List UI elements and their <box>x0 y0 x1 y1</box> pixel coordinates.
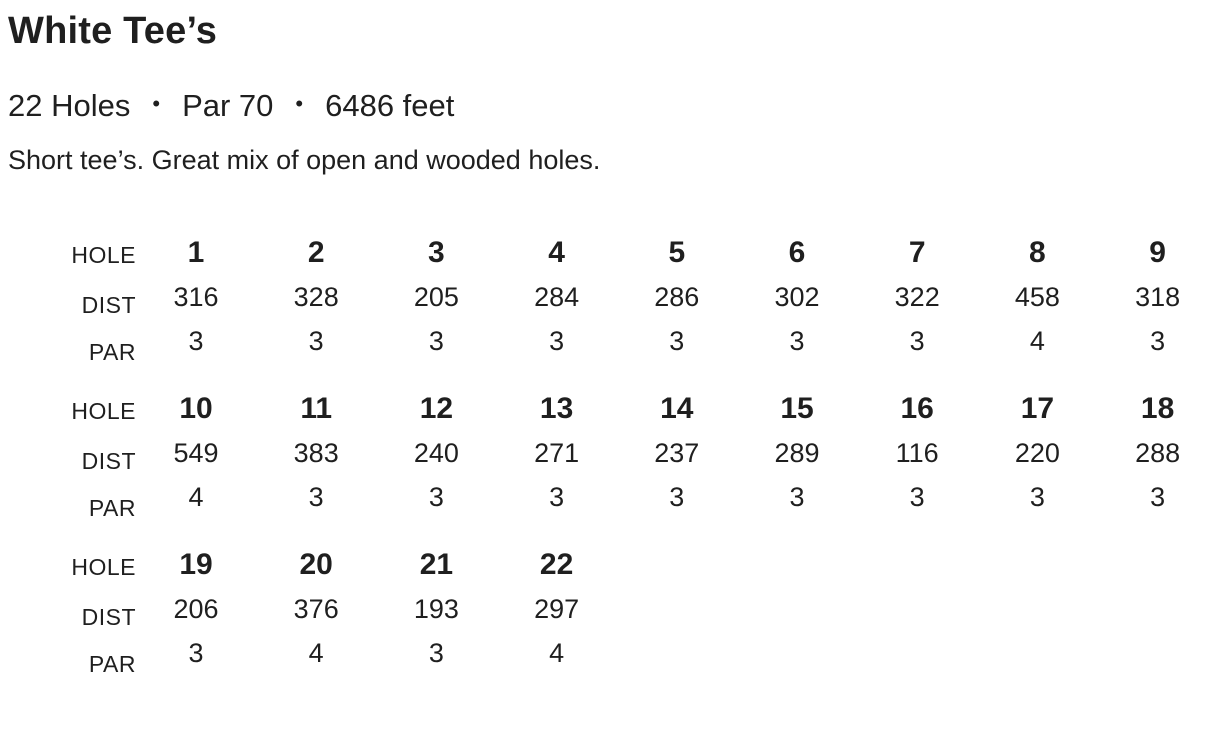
hole-distance: 240 <box>413 438 459 468</box>
hole-distance: 206 <box>173 594 219 624</box>
hole-number: 4 <box>548 236 565 269</box>
hole-distance: 302 <box>774 282 820 312</box>
course-description: Short tee’s. Great mix of open and wooded holes. <box>8 145 601 175</box>
hole-distance: 289 <box>774 438 820 468</box>
hole-par: 3 <box>1150 482 1166 512</box>
hole-number: 21 <box>419 548 454 581</box>
hole-par: 3 <box>188 638 204 668</box>
hole-distance: 205 <box>413 282 459 312</box>
hole-number: 3 <box>428 236 445 269</box>
hole-number: 14 <box>660 392 694 425</box>
hole-par: 3 <box>669 326 685 356</box>
hole-par: 4 <box>308 638 324 668</box>
hole-row-label: HOLE <box>71 398 136 424</box>
hole-distance: 193 <box>413 594 459 624</box>
hole-par: 3 <box>428 326 444 356</box>
hole-row-label: HOLE <box>71 242 136 268</box>
dist-row-label: DIST <box>81 604 136 630</box>
hole-number: 15 <box>780 392 814 425</box>
hole-par: 3 <box>1029 482 1045 512</box>
par-row-label: PAR <box>88 651 136 677</box>
hole-distance: 284 <box>534 282 580 312</box>
hole-par: 3 <box>669 482 685 512</box>
par-row-label: PAR <box>88 339 136 365</box>
hole-number: 10 <box>179 392 213 425</box>
hole-distance: 297 <box>534 594 580 624</box>
hole-number: 16 <box>900 392 934 425</box>
hole-distance: 220 <box>1014 438 1060 468</box>
hole-number: 19 <box>179 548 213 581</box>
hole-number: 1 <box>187 236 205 269</box>
hole-par: 3 <box>549 326 565 356</box>
hole-number: 22 <box>539 548 574 581</box>
hole-distance: 549 <box>173 438 219 468</box>
hole-distance: 288 <box>1135 438 1181 468</box>
hole-par: 4 <box>1029 326 1045 356</box>
hole-number: 18 <box>1140 392 1175 425</box>
hole-distance: 458 <box>1014 282 1060 312</box>
hole-distance: 328 <box>293 282 339 312</box>
hole-row-label: HOLE <box>71 554 136 580</box>
course-stats <box>8 88 454 124</box>
hole-number: 6 <box>788 236 806 269</box>
hole-number: 5 <box>668 236 686 269</box>
separator-dot: • <box>152 91 161 116</box>
total-distance: 6486 feet <box>325 88 455 123</box>
hole-number: 20 <box>299 548 333 581</box>
hole-number: 2 <box>307 236 325 269</box>
par-row-label: PAR <box>88 495 136 521</box>
hole-par: 3 <box>549 482 565 512</box>
holes-count: 22 Holes <box>8 88 131 123</box>
hole-par: 4 <box>549 638 565 668</box>
hole-distance: 322 <box>894 282 940 312</box>
hole-par: 3 <box>1150 326 1166 356</box>
hole-par: 3 <box>909 482 925 512</box>
hole-par: 3 <box>188 326 204 356</box>
hole-par: 3 <box>789 326 805 356</box>
hole-distance: 316 <box>173 282 219 312</box>
hole-number: 7 <box>908 236 926 269</box>
hole-distance: 237 <box>654 438 700 468</box>
hole-par: 3 <box>428 482 444 512</box>
hole-distance: 271 <box>534 438 580 468</box>
hole-number: 12 <box>419 392 454 425</box>
hole-par: 3 <box>308 482 324 512</box>
separator-dot: • <box>295 91 304 116</box>
hole-distance: 116 <box>895 438 939 468</box>
dist-row-label: DIST <box>81 292 136 318</box>
hole-par: 3 <box>789 482 805 512</box>
hole-number: 11 <box>300 392 333 425</box>
hole-distance: 383 <box>293 438 339 468</box>
hole-number: 17 <box>1020 392 1055 425</box>
hole-par: 4 <box>188 482 204 512</box>
hole-distance: 318 <box>1135 282 1181 312</box>
par-total: Par 70 <box>182 88 274 123</box>
page-title: White Tee’s <box>8 10 218 52</box>
dist-row-label: DIST <box>81 448 136 474</box>
hole-number: 8 <box>1029 236 1046 269</box>
hole-par: 3 <box>909 326 925 356</box>
hole-distance: 286 <box>654 282 700 312</box>
hole-number: 9 <box>1149 236 1166 269</box>
hole-distance: 376 <box>293 594 339 624</box>
hole-number: 13 <box>539 392 574 425</box>
hole-par: 3 <box>308 326 324 356</box>
hole-par: 3 <box>428 638 444 668</box>
